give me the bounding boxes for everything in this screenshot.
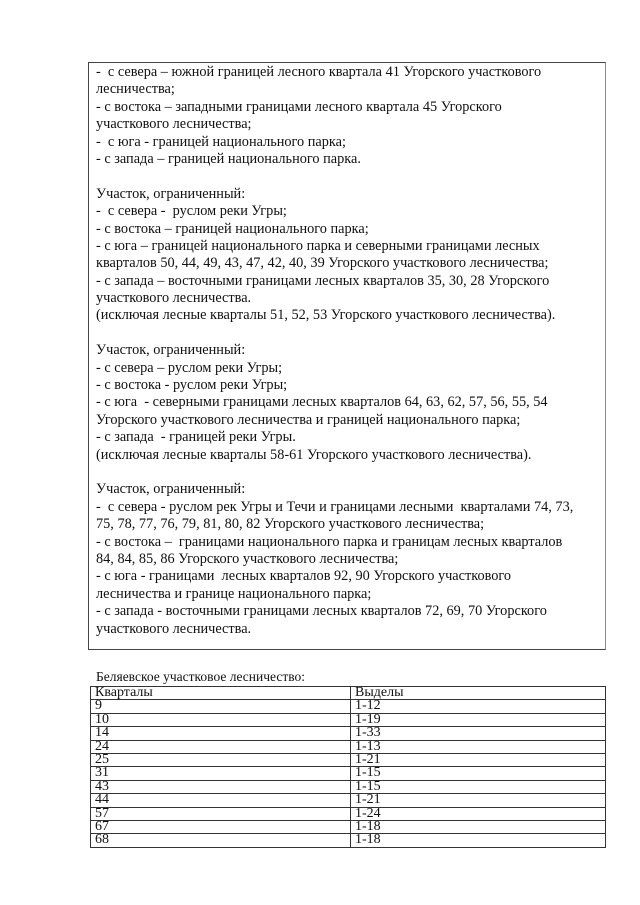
paragraph-gap [96, 168, 601, 185]
text-line: Угорского участкового лесничества и границей национального парка; [96, 411, 521, 428]
header-allotments: Выделы [351, 687, 606, 700]
allotment-cell: 1-13 [351, 740, 606, 753]
table-row [91, 820, 606, 833]
allotment-cell: 1-15 [351, 780, 606, 793]
text-line: - с юга – границей национального парка и северными границами лесных [96, 237, 540, 254]
text-line: лесничества; [96, 81, 175, 98]
text-line: - с севера – руслом реки Угры; [96, 359, 283, 376]
text-line: (исключая лесные кварталы 58-61 Угорского участкового лесничества). [96, 446, 532, 463]
table-caption: Беляевское участковое лесничество: [96, 669, 306, 684]
allotment-cell: 1-21 [351, 753, 606, 766]
table-row [91, 807, 606, 820]
allotment-cell: 1-21 [351, 794, 606, 807]
boundary-section [96, 342, 601, 464]
quarter-cell: 31 [91, 767, 351, 780]
text-line: - с востока – западными границами лесного квартала 45 Угорского [96, 98, 502, 115]
text-line: - с севера - руслом реки Угры; [96, 203, 287, 220]
quarter-cell: 68 [91, 834, 351, 847]
table-row [91, 727, 606, 740]
boundaries-text [96, 64, 601, 638]
text-line: - с запада – восточными границами лесных кварталов 35, 30, 28 Угорского [96, 272, 550, 289]
text-line: кварталов 50, 44, 49, 43, 47, 42, 40, 39 Угорского участкового лесничества; [96, 255, 549, 272]
boundary-section [96, 481, 601, 638]
text-line: (исключая лесные кварталы 51, 52, 53 Угорского участкового лесничества). [96, 307, 556, 324]
table-row [91, 794, 606, 807]
text-line: - с запада - восточными границами лесных кварталов 72, 69, 70 Угорского [96, 603, 547, 620]
text-line: - с востока - руслом реки Угры; [96, 377, 288, 394]
text-line: - с запада - границей реки Угры. [96, 429, 296, 446]
table-row [91, 713, 606, 726]
allotment-cell: 1-15 [351, 767, 606, 780]
allotment-cell: 1-19 [351, 713, 606, 726]
text-line: - с юга - границами лесных кварталов 92, 90 Угорского участкового [96, 568, 512, 585]
boundary-section [96, 64, 601, 168]
paragraph-gap [96, 464, 601, 481]
text-line: - с востока – границей национального парка; [96, 220, 369, 237]
table-row [91, 700, 606, 713]
allotment-cell: 1-24 [351, 807, 606, 820]
quarter-cell: 9 [91, 700, 351, 713]
text-line: 75, 78, 77, 76, 79, 81, 80, 82 Угорского участкового лесничества; [96, 516, 485, 533]
table-row [91, 780, 606, 793]
quarter-cell: 25 [91, 753, 351, 766]
boundary-section [96, 186, 601, 325]
table-header-row [91, 687, 606, 700]
text-line: Участок, ограниченный: [96, 185, 246, 202]
table-row [91, 834, 606, 847]
text-line: - с востока – границами национального парка и границам лесных кварталов [96, 533, 563, 550]
quarter-cell: 67 [91, 820, 351, 833]
table-row [91, 753, 606, 766]
text-line: лесничества и границе национального парка; [96, 585, 372, 602]
text-line: - с севера - руслом рек Угры и Течи и границами лесными кварталами 74, 73, [96, 498, 574, 515]
table-row [91, 740, 606, 753]
text-line: участкового лесничества. [96, 620, 252, 637]
quarters-table [90, 686, 606, 848]
text-line: - с запада – границей национального парка. [96, 150, 361, 167]
quarter-cell: 57 [91, 807, 351, 820]
text-line: участкового лесничества; [96, 116, 252, 133]
table-row [91, 767, 606, 780]
allotment-cell: 1-18 [351, 820, 606, 833]
text-line: - с юга - северными границами лесных кварталов 64, 63, 62, 57, 56, 55, 54 [96, 394, 548, 411]
allotment-cell: 1-18 [351, 834, 606, 847]
text-line: Участок, ограниченный: [96, 481, 246, 498]
quarter-cell: 44 [91, 794, 351, 807]
text-line: 84, 84, 85, 86 Угорского участкового лесничества; [96, 550, 399, 567]
quarter-cell: 24 [91, 740, 351, 753]
allotment-cell: 1-33 [351, 727, 606, 740]
header-quarters: Кварталы [91, 687, 351, 700]
quarter-cell: 43 [91, 780, 351, 793]
quarter-cell: 14 [91, 727, 351, 740]
text-line: участкового лесничества. [96, 290, 252, 307]
allotment-cell: 1-12 [351, 700, 606, 713]
text-line: Участок, ограниченный: [96, 342, 246, 359]
text-line: - с севера – южной границей лесного квартала 41 Угорского участкового [96, 64, 542, 80]
text-line: - с юга - границей национального парка; [96, 133, 346, 150]
quarter-cell: 10 [91, 713, 351, 726]
paragraph-gap [96, 325, 601, 342]
